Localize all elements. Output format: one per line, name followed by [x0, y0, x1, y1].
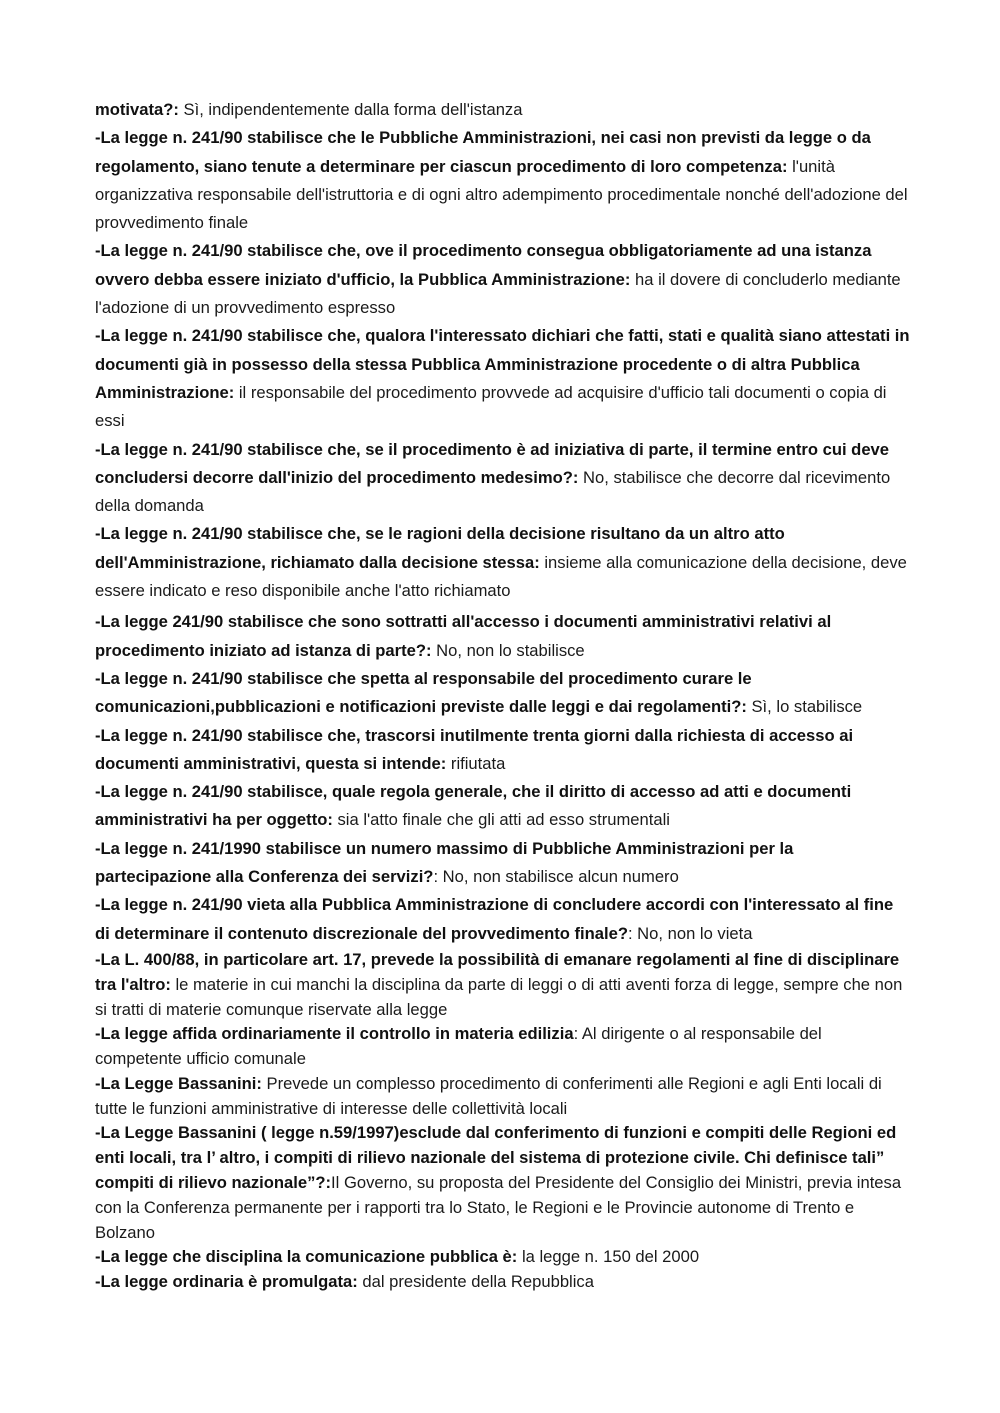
- qa-entry: [95, 520, 910, 605]
- question-text: -La legge n. 241/90 stabilisce, quale regola generale, che il diritto di accesso ad atti e documenti amministrativi ha per oggetto:: [95, 782, 852, 830]
- question-text: -La legge n. 241/90 stabilisce che, trascorsi inutilmente trenta giorni dalla richiesta di accesso ai documenti amministrativi, questa si intende:: [95, 725, 854, 773]
- answer-text: Prevede un complesso procedimento di conferimenti alle Regioni e agli Enti locali di tutte le funzioni amministrative di interesse delle collettività locali: [95, 1073, 882, 1118]
- question-text: -La legge n. 241/90 stabilisce che spetta al responsabile del procedimento curare le comunicazioni,pubblicazioni e notificazioni previste dalle leggi e dai regolamenti?:: [95, 668, 752, 717]
- answer-text: l'unità organizzativa responsabile dell'istruttoria e di ogni altro adempimento procedimentale nonché dell'adozione del provvedimento finale: [95, 156, 908, 233]
- question-text: -La L. 400/88, in particolare art. 17, prevede la possibilità di emanare regolamenti al fine di disciplinare tra l'altro:: [95, 949, 900, 994]
- qa-entry: [95, 891, 910, 948]
- answer-text: ha il dovere di concluderlo mediante l'adozione di un provvedimento espresso: [95, 269, 901, 318]
- question-text: -La legge che disciplina la comunicazione pubblica è:: [95, 1247, 518, 1267]
- qa-entry: [95, 608, 910, 665]
- qa-entry: [95, 835, 910, 892]
- question-text: -La Legge Bassanini ( legge n.59/1997)esclude dal conferimento di funzioni e compiti delle Regioni ed enti locali, tra l’ altro, i compiti di rilievo nazionale del sistema di protezione civile. Chi definisce tali” compiti di rilievo nazionale”?:: [95, 1123, 897, 1193]
- answer-text: : No, non lo vieta: [627, 923, 753, 943]
- qa-entry: [95, 665, 910, 722]
- qa-entry: [95, 436, 910, 521]
- answer-text: No, stabilisce che decorre dal ricevimento della domanda: [95, 467, 891, 516]
- qa-list: [95, 96, 910, 1295]
- question-text: -La legge n. 241/90 vieta alla Pubblica Amministrazione di concludere accordi con l'interessato al fine di determinare il contenuto discrezionale del provvedimento finale?: [95, 895, 894, 943]
- question-text: -La legge ordinaria è promulgata:: [95, 1272, 358, 1292]
- answer-text: la legge n. 150 del 2000: [517, 1247, 700, 1267]
- answer-text: insieme alla comunicazione della decisione, deve essere indicato e reso disponibile anche l'atto richiamato: [95, 552, 907, 601]
- question-text: -La legge 241/90 stabilisce che sono sottratti all'accesso i documenti amministrativi relativi al procedimento iniziato ad istanza di parte?:: [95, 612, 832, 660]
- qa-entry: [95, 237, 910, 322]
- qa-entry: [95, 778, 910, 835]
- qa-entry: [95, 1121, 910, 1245]
- answer-text: : No, non stabilisce alcun numero: [433, 867, 679, 887]
- answer-text: il responsabile del procedimento provvede ad acquisire d'ufficio tali documenti o copia di essi: [95, 382, 887, 431]
- qa-entry: [95, 322, 910, 435]
- answer-text: Il Governo, su proposta del Presidente del Consiglio dei Ministri, previa intesa con la Conferenza permanente per i rapporti tra lo Stato, le Regioni e le Provincie autonome di Trento e Bolzano: [95, 1173, 902, 1242]
- question-text: -La legge n. 241/90 stabilisce che, ove il procedimento consegua obbligatoriamente ad una istanza ovvero debba essere iniziato d'ufficio, la Pubblica Amministrazione:: [95, 241, 872, 289]
- answer-text: le materie in cui manchi la disciplina da parte di leggi o di atti aventi forza di legge, sempre che non si tratti di materie comunque riservate alla legge: [95, 974, 903, 1019]
- qa-entry: [95, 96, 910, 124]
- answer-text: sia l'atto finale che gli atti ad esso strumentali: [332, 810, 670, 830]
- answer-text: rifiutata: [446, 753, 506, 773]
- question-text: -La legge n. 241/90 stabilisce che, se il procedimento è ad iniziativa di parte, il termine entro cui deve concludersi decorre dall'inizio del procedimento medesimo?:: [95, 439, 890, 487]
- qa-entry: [95, 1245, 910, 1270]
- question-text: -La legge affida ordinariamente il controllo in materia edilizia: [95, 1024, 574, 1044]
- answer-text: No, non lo stabilisce: [431, 640, 585, 660]
- question-text: -La Legge Bassanini:: [95, 1073, 262, 1093]
- qa-entry: [95, 1270, 910, 1295]
- answer-text: : Al dirigente o al responsabile del competente ufficio comunale: [95, 1024, 822, 1069]
- answer-text: dal presidente della Repubblica: [357, 1272, 594, 1292]
- qa-entry: [95, 1072, 910, 1122]
- qa-entry: [95, 722, 910, 779]
- qa-entry: [95, 124, 910, 237]
- question-text: motivata?:: [95, 100, 179, 119]
- qa-entry: [95, 948, 910, 1022]
- question-text: -La legge n. 241/90 stabilisce che le Pubbliche Amministrazioni, nei casi non previsti da legge o da regolamento, siano tenute a determinare per ciascun procedimento di loro competenza:: [95, 128, 871, 176]
- question-text: -La legge n. 241/90 stabilisce che, se le ragioni della decisione risultano da un altro atto dell'Amministrazione, richiamato dalla decisione stessa:: [95, 524, 785, 572]
- qa-entry: [95, 1022, 910, 1072]
- answer-text: Sì, indipendentemente dalla forma dell'istanza: [178, 100, 523, 119]
- answer-text: Sì, lo stabilisce: [746, 697, 863, 717]
- question-text: -La legge n. 241/90 stabilisce che, qualora l'interessato dichiari che fatti, stati e qualità siano attestati in documenti già in possesso della stessa Pubblica Amministrazione procedente o di altra Pubblica Amministrazione:: [95, 326, 910, 402]
- question-text: -La legge n. 241/1990 stabilisce un numero massimo di Pubbliche Amministrazioni per la partecipazione alla Conferenza dei servizi?: [95, 838, 794, 887]
